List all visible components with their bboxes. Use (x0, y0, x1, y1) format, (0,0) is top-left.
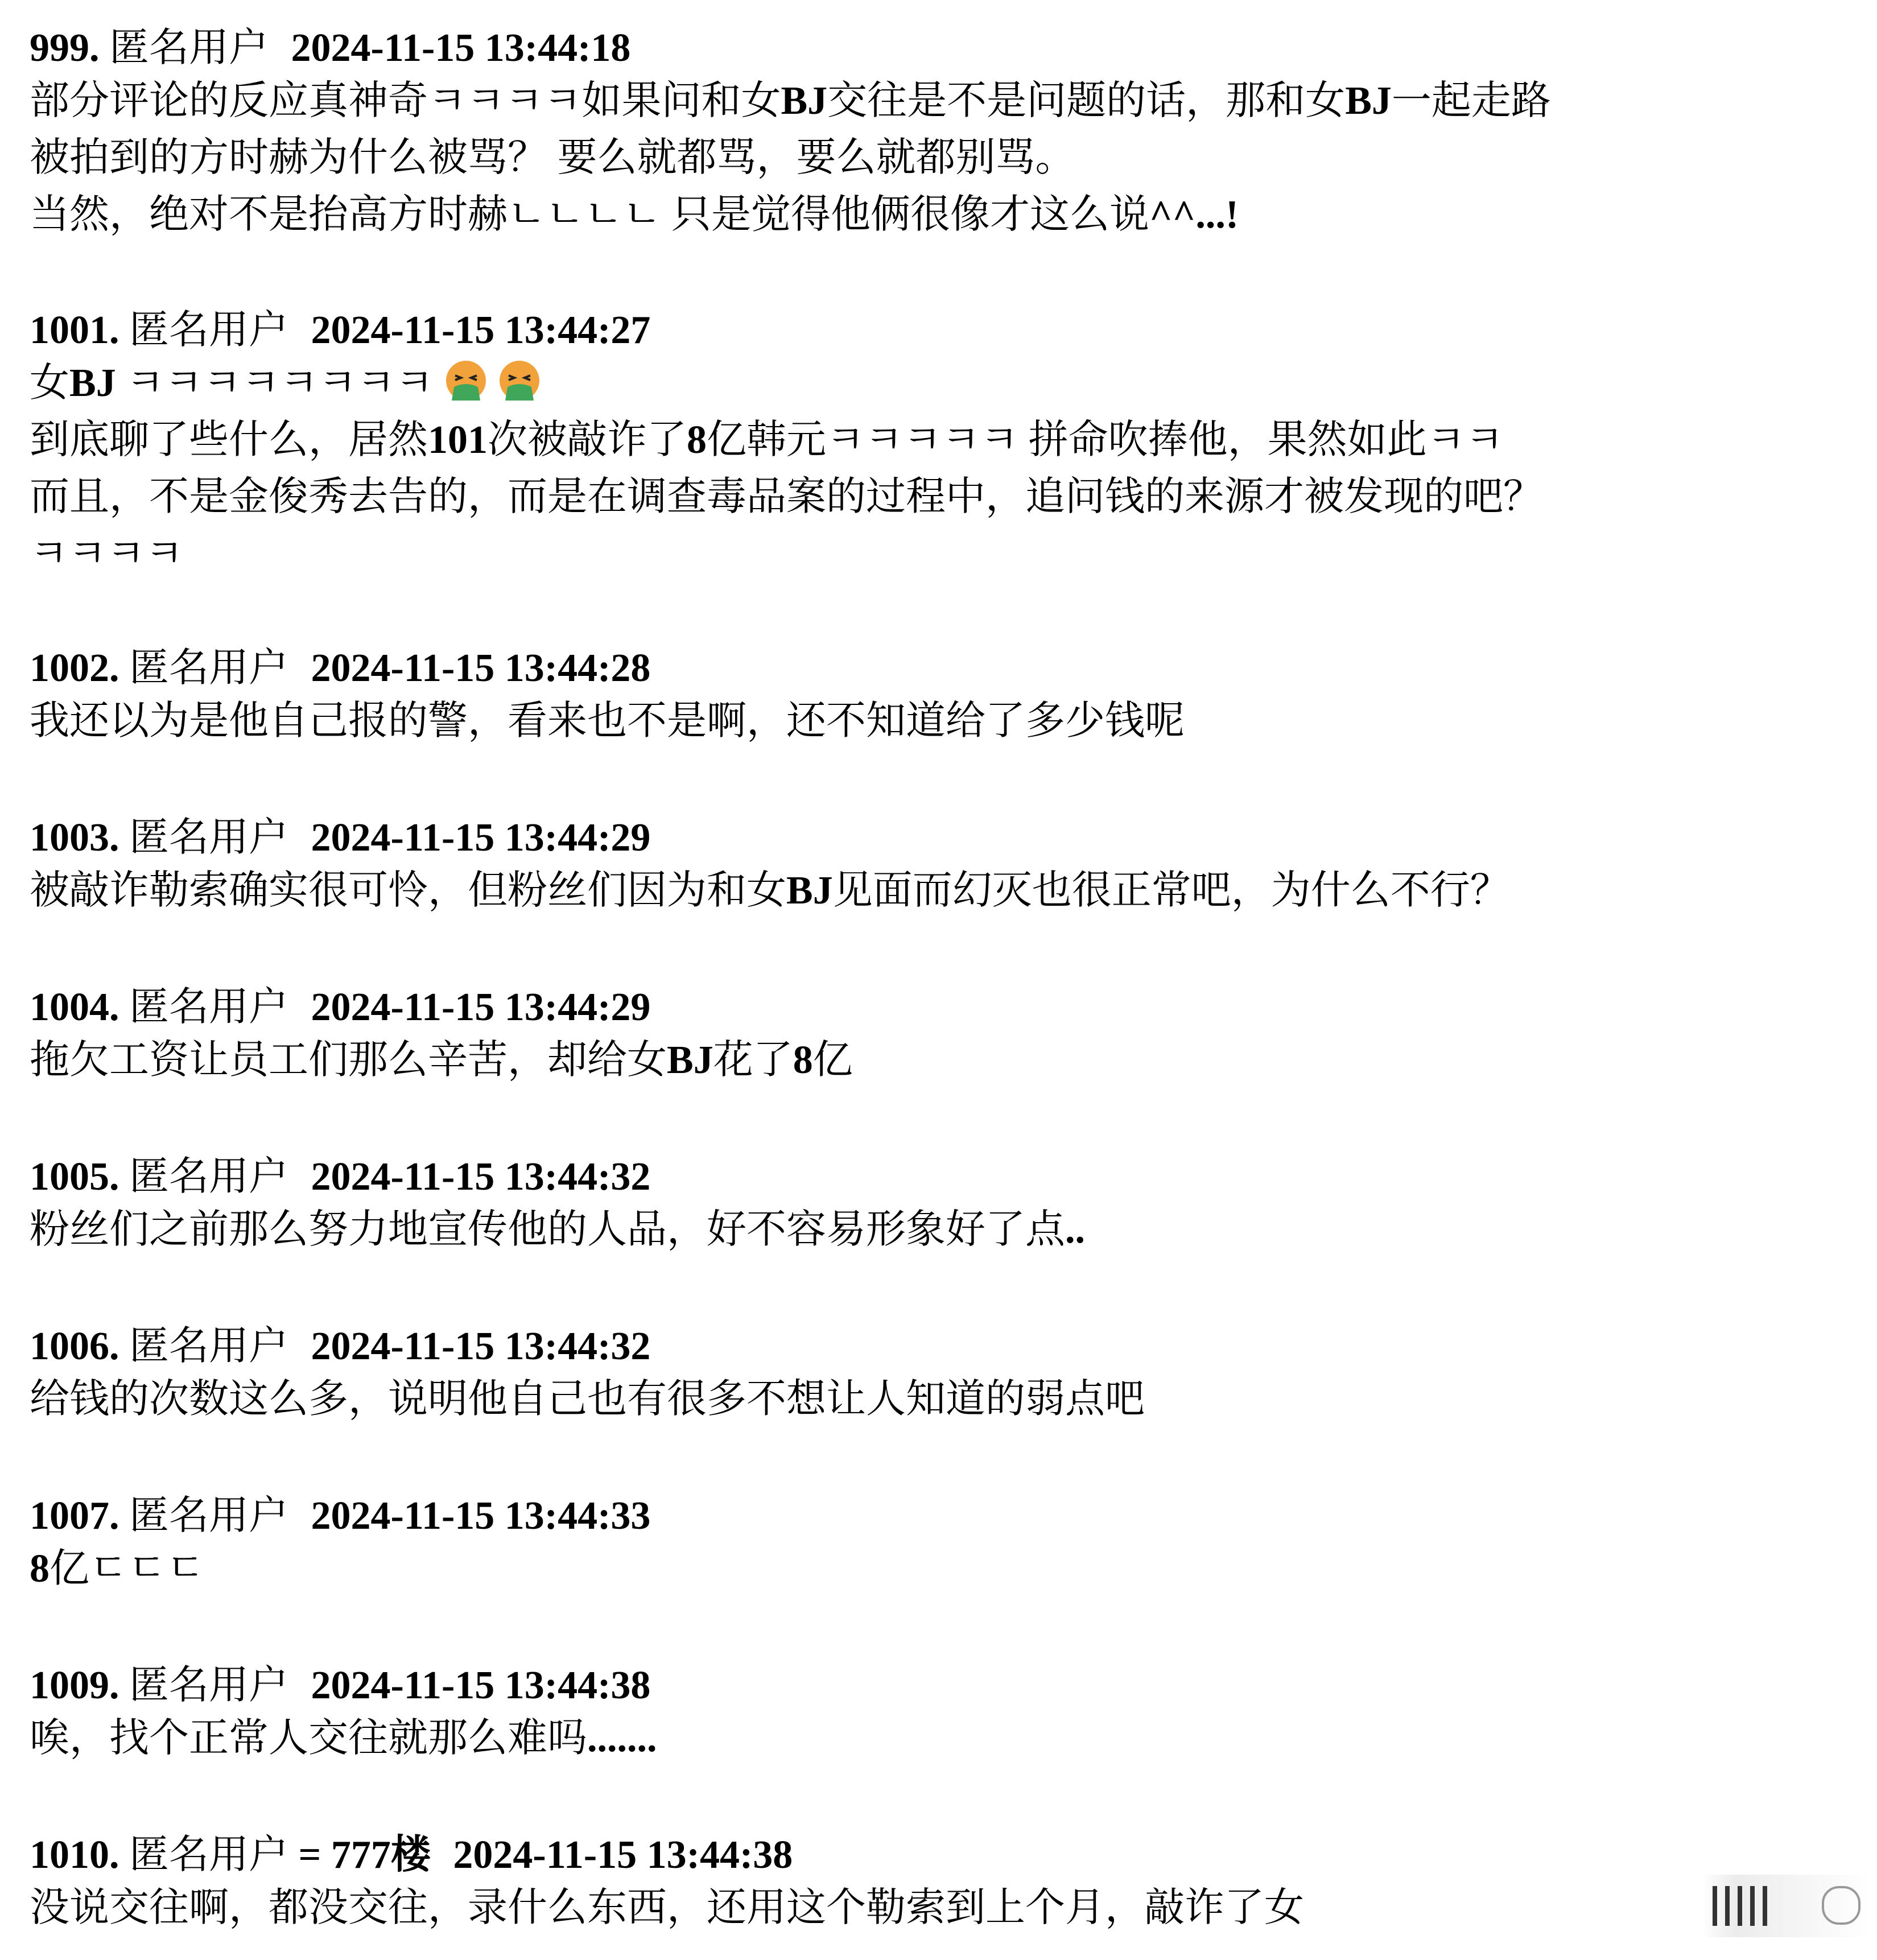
comment-header (30, 644, 1850, 693)
comment-user: 匿名用户 (129, 1324, 288, 1368)
comment-timestamp: 2024-11-15 13:44:18 (291, 26, 631, 70)
comment-user: 匿名用户 (129, 1664, 288, 1707)
comment-text-line: ㅋㅋㅋㅋ (30, 532, 184, 576)
comment-user: 匿名用户 (109, 26, 269, 70)
comment-header (30, 983, 1850, 1032)
comment-1004 (30, 983, 1850, 1089)
nauseated-face-icon (497, 358, 542, 403)
comment-timestamp: 2024-11-15 13:44:38 (311, 1664, 651, 1707)
comment-user: 匿名用户 (129, 1833, 288, 1877)
comment-1001 (30, 306, 1850, 583)
comment-text-line: 给钱的次数这么多，说明他自己也有很多不想让人知道的弱点吧 (30, 1377, 1145, 1421)
comment-timestamp: 2024-11-15 13:44:29 (311, 985, 651, 1029)
comment-number: 1005. (30, 1155, 119, 1199)
comment-user: 匿名用户 (129, 308, 288, 352)
comment-1006 (30, 1322, 1850, 1428)
comment-1007 (30, 1492, 1850, 1598)
comment-user: 匿名用户 (129, 1494, 288, 1538)
comment-1010 (30, 1831, 1850, 1937)
comment-999 (30, 24, 1850, 244)
comment-timestamp: 2024-11-15 13:44:29 (311, 816, 651, 860)
comment-text-line (30, 355, 1850, 412)
comment-number: 1003. (30, 816, 119, 860)
comment-header (30, 814, 1850, 863)
comment-text-line: 没说交往啊，都没交往，录什么东西，还用这个勒索到上个月，敲诈了女 (30, 1886, 1304, 1930)
comment-text-line: 唉，找个正常人交往就那么难吗....... (30, 1716, 657, 1760)
comment-timestamp: 2024-11-15 13:44:33 (311, 1494, 651, 1538)
comment-header (30, 1492, 1850, 1541)
comment-text-line: 而且，不是金俊秀去告的，而是在调查毒品案的过程中，追问钱的来源才被发现的吧？ (30, 475, 1543, 519)
comment-user: 匿名用户 (129, 816, 288, 860)
comment-1003 (30, 814, 1850, 919)
comment-user: 匿名用户 (129, 646, 288, 690)
comment-text-line: 被敲诈勒索确实很可怜，但粉丝们因为和女BJ见面而幻灭也很正常吧，为什么不行？ (30, 869, 1510, 913)
comment-number: 1002. (30, 646, 119, 690)
comment-timestamp: 2024-11-15 13:44:38 (453, 1833, 793, 1877)
comment-text: 女BJ ㅋㅋㅋㅋㅋㅋㅋㅋ (30, 361, 434, 405)
comment-text-line: 到底聊了些什么，居然101次被敲诈了8亿韩元ㅋㅋㅋㅋㅋ 拼命吹捧他，果然如此ㅋㅋ (30, 418, 1504, 462)
comment-header (30, 1831, 1850, 1880)
comment-text-line: 粉丝们之前那么努力地宣传他的人品，好不容易形象好了点.. (30, 1208, 1085, 1252)
comment-text-line: 被拍到的方时赫为什么被骂？ 要么就都骂，要么就都别骂。 (30, 136, 1075, 180)
comment-1005 (30, 1153, 1850, 1258)
comment-number: 1004. (30, 985, 119, 1029)
comment-timestamp: 2024-11-15 13:44:28 (311, 646, 651, 690)
comment-number: 1009. (30, 1664, 119, 1707)
comment-text-line: 拖欠工资让员工们那么辛苦，却给女BJ花了8亿 (30, 1038, 853, 1082)
comment-1009 (30, 1661, 1850, 1767)
comment-user: 匿名用户 (129, 1155, 288, 1199)
comment-header (30, 24, 1850, 73)
comment-timestamp: 2024-11-15 13:44:32 (311, 1155, 651, 1199)
comment-header (30, 1322, 1850, 1371)
watermark-logo (1701, 1875, 1872, 1937)
comment-number: 1007. (30, 1494, 119, 1538)
comment-number: 1006. (30, 1324, 119, 1368)
comment-timestamp: 2024-11-15 13:44:27 (311, 308, 651, 352)
comment-header (30, 1153, 1850, 1202)
comment-text-line: 8亿ㄷㄷㄷ (30, 1547, 205, 1591)
comment-text-line: 我还以为是他自己报的警，看来也不是啊，还不知道给了多少钱呢 (30, 699, 1185, 743)
comment-number: 1010. (30, 1833, 119, 1877)
comment-number: 999. (30, 26, 100, 70)
comment-user: 匿名用户 (129, 985, 288, 1029)
comment-header (30, 306, 1850, 355)
comment-text-line: 当然，绝对不是抬高方时赫ㄴㄴㄴㄴ 只是觉得他俩很像才这么说^^...! (30, 193, 1239, 237)
comment-timestamp: 2024-11-15 13:44:32 (311, 1324, 651, 1368)
comment-header (30, 1661, 1850, 1710)
comment-1002 (30, 644, 1850, 750)
comment-floor-ref: = 777楼 (298, 1833, 431, 1877)
comment-text-line: 部分评论的反应真神奇ㅋㅋㅋㅋ如果问和女BJ交往是不是问题的话，那和女BJ一起走路 (30, 79, 1551, 123)
nauseated-face-icon (444, 358, 488, 403)
comment-number: 1001. (30, 308, 119, 352)
